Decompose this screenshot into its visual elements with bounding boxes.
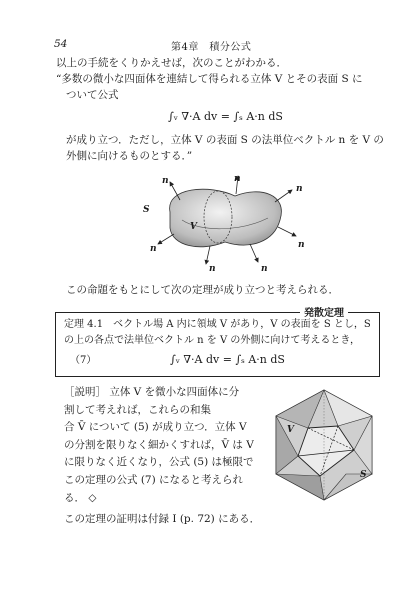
intro-formula: ∫ᵥ ∇·A dv = ∫ₛ A·n dS xyxy=(168,110,283,123)
intro-line-3: ついて公式 xyxy=(66,89,119,101)
explanation-line: 割して考えれば，これらの和集 xyxy=(64,403,211,416)
normal-arrow xyxy=(278,227,296,236)
normal-arrow xyxy=(250,244,258,262)
figure1-label-n: n xyxy=(298,240,305,250)
figure-solid-with-normals xyxy=(140,172,300,272)
explanation-line: に限りなく近くなり，公式 (5) は極限で xyxy=(64,456,254,469)
theorem-box-label: 発散定理 xyxy=(300,304,348,319)
figure1-label-n: n xyxy=(162,176,169,186)
figure2-label-S: S xyxy=(360,470,367,480)
explanation-line: この定理の公式 (7) になると考えられ xyxy=(64,473,244,486)
theorem-line-1: 定理 4.1 ベクトル場 A 内に領域 V があり，V の表面を S とし，S xyxy=(64,319,371,330)
explanation-text xyxy=(64,384,254,507)
figure1-label-n: n xyxy=(296,184,303,194)
figure1-label-n: n xyxy=(234,174,241,184)
figure1-label-V: V xyxy=(190,222,197,232)
theorem-formula: ∫ᵥ ∇·A dv = ∫ₛ A·n dS xyxy=(170,353,285,366)
explanation-line: ［説明］ 立体 V を微小な四面体に分 xyxy=(64,386,240,398)
figure1-label-S: S xyxy=(143,205,150,215)
after-figure-text: この命題をもとにして次の定理が成り立つと考えられる． xyxy=(66,284,339,296)
normal-arrow xyxy=(275,190,292,202)
figure2-label-V: V xyxy=(287,425,294,435)
normal-arrow xyxy=(206,246,210,264)
explanation-line: 合 V̄ について (5) が成り立つ．立体 V xyxy=(64,421,247,434)
theorem-line-2: の上の各点で法単位ベクトル n を V の外側に向けて考えるとき， xyxy=(64,335,360,346)
solid-body xyxy=(170,189,282,247)
explanation-line: の分割を限りなく細かくすれば，V̄ は V xyxy=(64,438,254,451)
intro-line-5: 外側に向けるものとする．” xyxy=(66,150,193,162)
normal-arrow xyxy=(158,234,174,244)
theorem-eq-number: （7） xyxy=(70,355,97,366)
page-number: 54 xyxy=(54,38,68,50)
figure1-label-n: n xyxy=(261,264,268,274)
figure-polyhedron xyxy=(268,386,380,504)
chapter-title: 第4章 積分公式 xyxy=(171,42,252,53)
explanation-line: る． ◇ xyxy=(64,491,97,504)
intro-line-2: “多数の微小な四面体を連結して得られる立体 V とその表面 S に xyxy=(56,73,363,85)
proof-reference: この定理の証明は付録 I (p. 72) にある． xyxy=(64,513,261,525)
intro-line-1: 以上の手続をくりかえせば，次のことがわかる． xyxy=(56,57,287,69)
figure1-label-n: n xyxy=(209,264,216,274)
figure1-label-n: n xyxy=(150,244,157,254)
intro-line-4: が成り立つ．ただし，立体 V の表面 S の法単位ベクトル n を V の xyxy=(66,134,384,146)
